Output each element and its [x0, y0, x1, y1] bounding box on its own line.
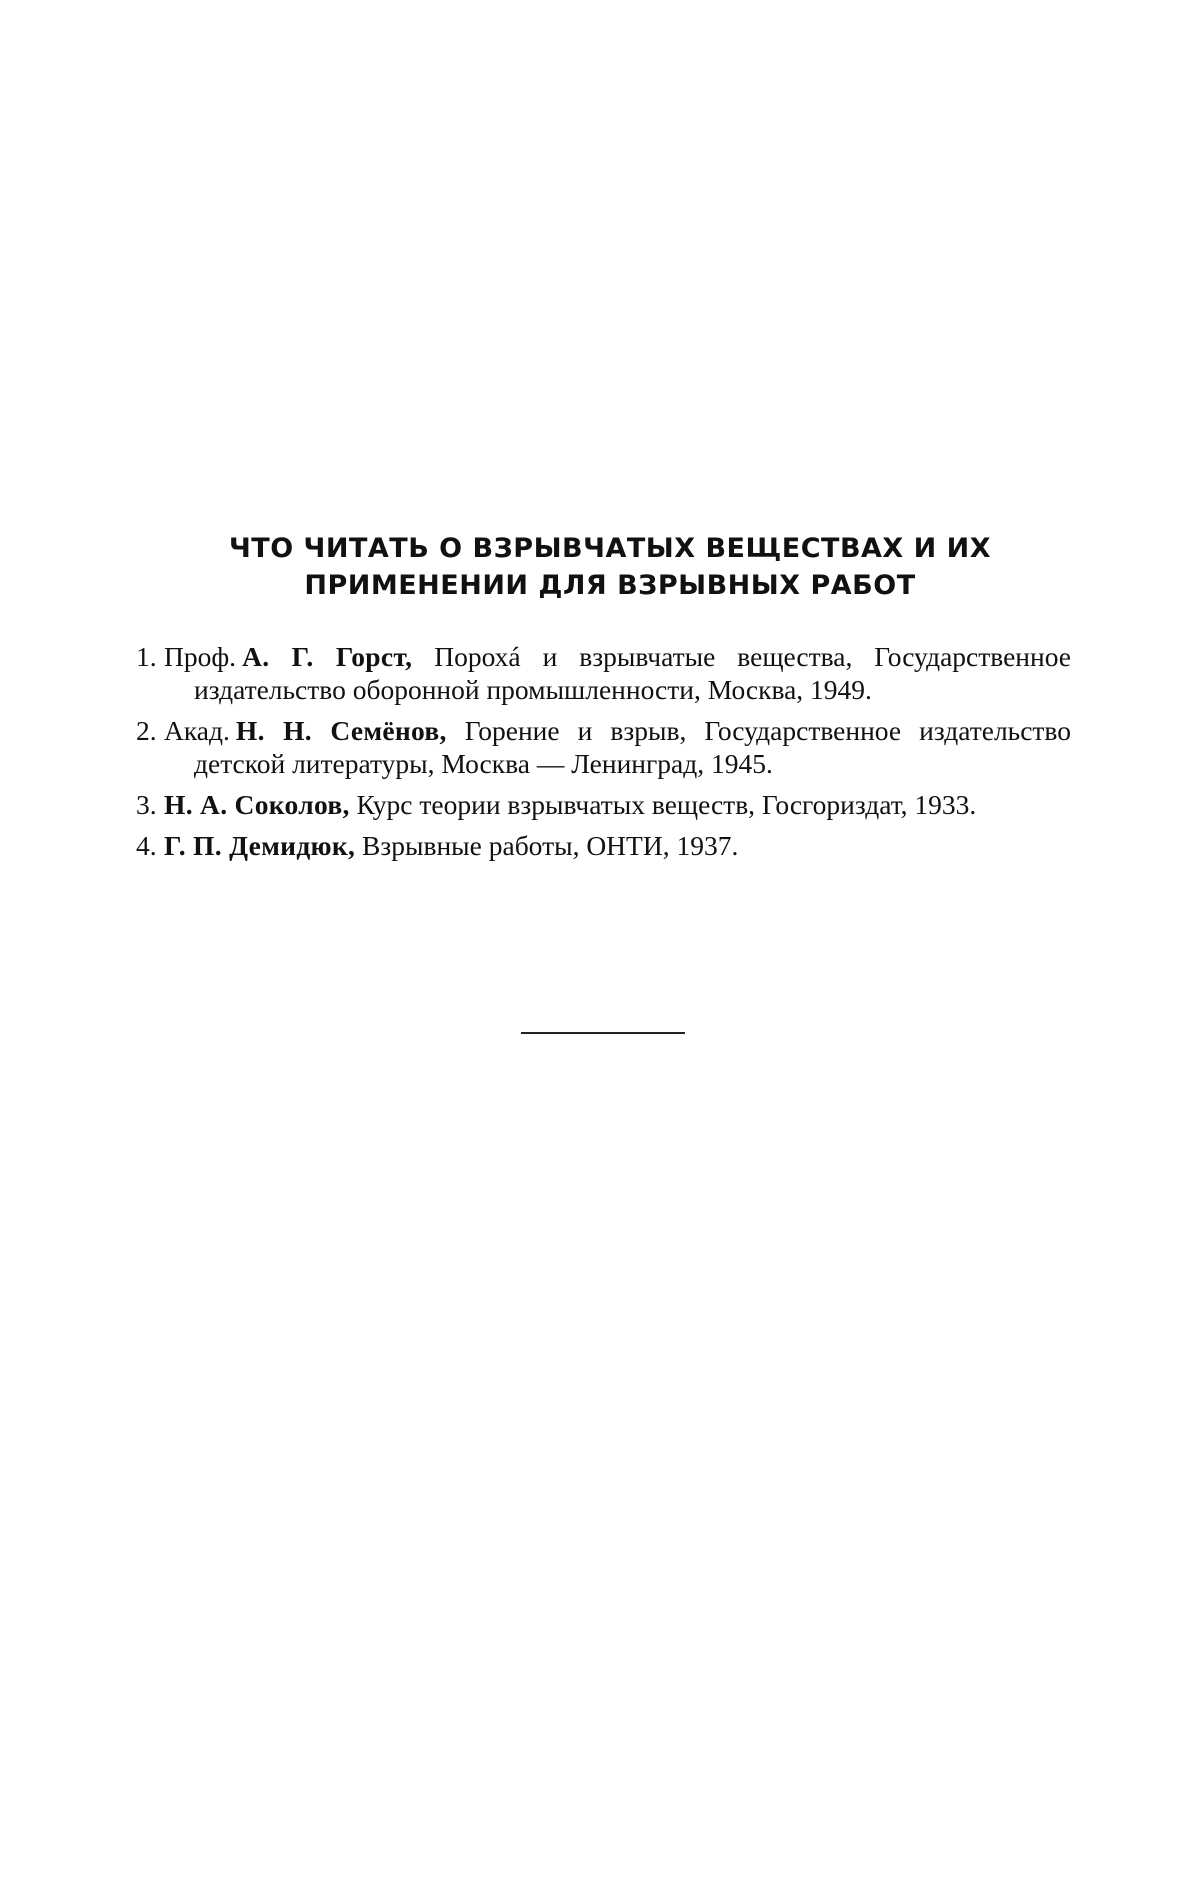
reference-text: Горение и взрыв, Государственное издательство детской литературы, Москва — Ленинград, 1945.: [194, 715, 1071, 779]
reference-title-prefix: Акад.: [164, 715, 230, 746]
reference-author: Н. Н. Семёнов,: [235, 715, 447, 746]
reference-item-1: [136, 640, 1071, 706]
reference-text: Взрывные работы, ОНТИ, 1937.: [355, 830, 739, 861]
heading-line-1: ЧТО ЧИТАТЬ О ВЗРЫВЧАТЫХ ВЕЩЕСТВАХ И ИХ: [228, 533, 992, 564]
reference-number: 2.: [136, 715, 157, 746]
reference-item-3: [136, 788, 1071, 821]
reference-item-4: [136, 829, 1071, 862]
section-heading: [160, 530, 1060, 604]
reference-number: 4.: [136, 830, 157, 861]
reference-text: Порохá и взрывчатые вещества, Государственное издательство оборонной промышленности, Москва, 1949.: [194, 641, 1072, 705]
section-end-divider: [521, 1032, 685, 1034]
reference-number: 1.: [136, 641, 157, 672]
reference-title-prefix: Проф.: [164, 641, 237, 672]
reference-list: [136, 640, 1071, 870]
heading-line-2: ПРИМЕНЕНИИ ДЛЯ ВЗРЫВНЫХ РАБОТ: [304, 570, 916, 601]
reference-number: 3.: [136, 789, 157, 820]
reference-text: Курс теории взрывчатых веществ, Госгориздат, 1933.: [349, 789, 977, 820]
reference-author: А. Г. Горст,: [242, 641, 413, 672]
reference-author: Г. П. Демидюк,: [164, 830, 356, 861]
reference-item-2: [136, 714, 1071, 780]
reference-author: Н. А. Соколов,: [164, 789, 350, 820]
